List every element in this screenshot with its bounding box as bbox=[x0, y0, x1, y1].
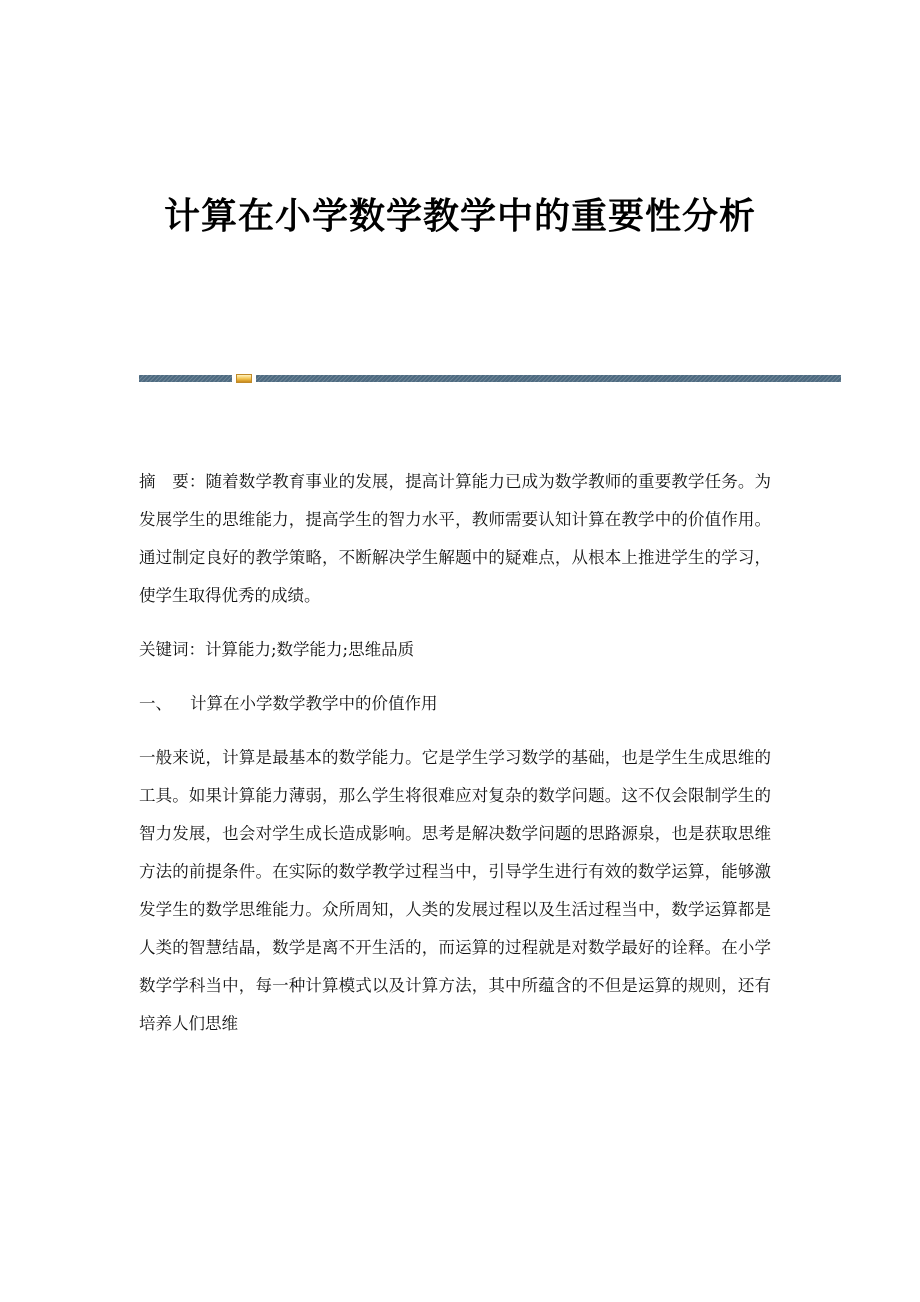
divider-bar-left bbox=[139, 375, 232, 382]
divider-bar-right bbox=[256, 375, 841, 382]
title-divider bbox=[139, 374, 841, 383]
body-paragraph: 一般来说，计算是最基本的数学能力。它是学生学习数学的基础，也是学生生成思维的工具。如果计算能力薄弱，那么学生将很难应对复杂的数学问题。这不仅会限制学生的智力发展，也会对学生成长造成影响。思考是解决数学问题的思路源泉，也是获取思维方法的前提条件。在实际的数学教学过程当中，引导学生进行有效的数学运算，能够激发学生的数学思维能力。众所周知，人类的发展过程以及生活过程当中，数学运算都是人类的智慧结晶，数学是离不开生活的，而运算的过程就是对数学最好的诠释。在小学数学学科当中，每一种计算模式以及计算方法，其中所蕴含的不但是运算的规则，还有培养人们思维 bbox=[139, 748, 771, 1033]
section-heading bbox=[139, 685, 771, 723]
section-number: 一、 bbox=[139, 694, 172, 713]
abstract-paragraph: 摘 要：随着数学教育事业的发展，提高计算能力已成为数学教师的重要教学任务。为发展学生的思维能力，提高学生的智力水平，教师需要认知计算在教学中的价值作用。通过制定良好的教学策略，不断解决学生解题中的疑难点，从根本上推进学生的学习，使学生取得优秀的成绩。 bbox=[139, 472, 771, 605]
keywords-line: 关键词：计算能力;数学能力;思维品质 bbox=[139, 640, 415, 659]
divider-ornament-icon bbox=[236, 374, 252, 383]
document-title: 计算在小学数学教学中的重要性分析 bbox=[163, 195, 756, 237]
section-title: 计算在小学数学教学中的价值作用 bbox=[190, 694, 438, 713]
document-body bbox=[139, 463, 771, 1059]
